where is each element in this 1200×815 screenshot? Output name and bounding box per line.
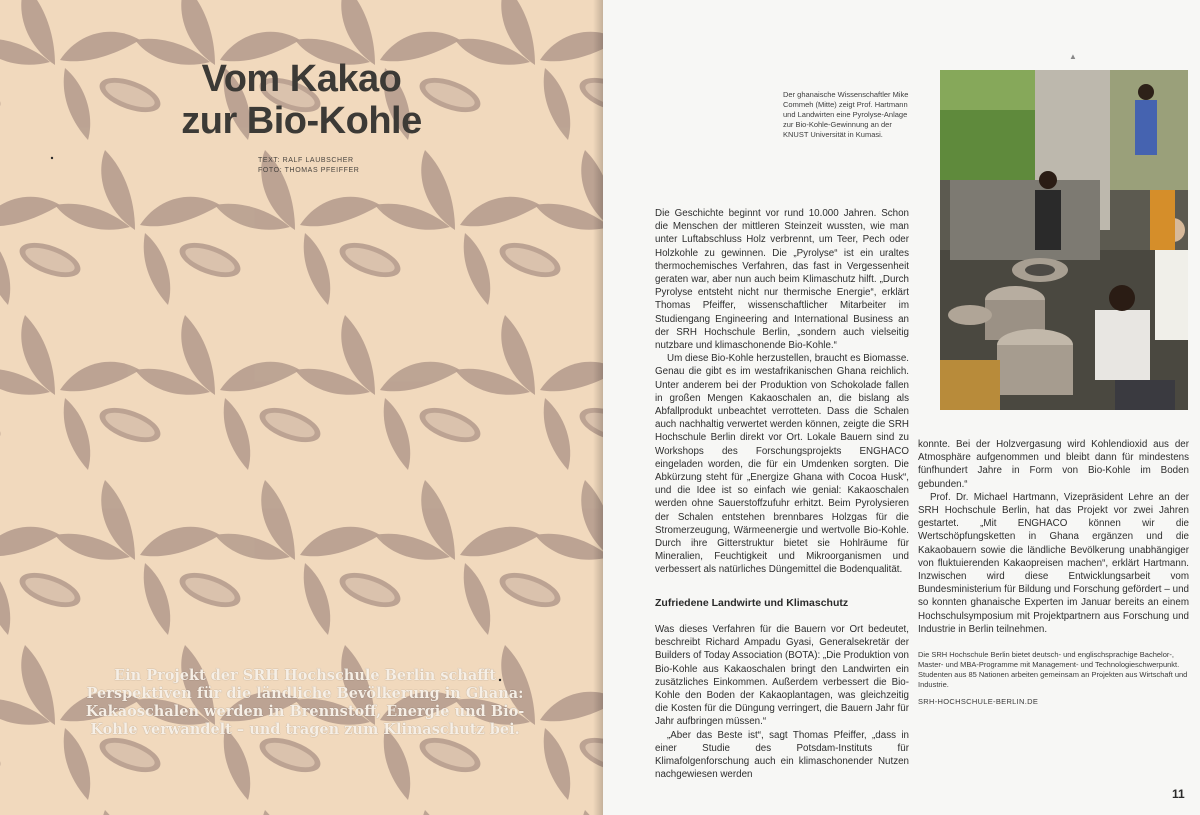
website-url: SRH-HOCHSCHULE-BERLIN.DE xyxy=(918,697,1039,706)
right-page xyxy=(603,0,1200,815)
cocoa-motif xyxy=(55,150,245,305)
credit-photo: FOTO: THOMAS PFEIFFER xyxy=(258,167,360,174)
paragraph: Prof. Dr. Michael Hartmann, Vizepräsident Lehre an der SRH Hochschule Berlin, hat das Projekt vor zwei Jahren gestartet. „Mit ENGHACO können wir die Wertschöpfungsketten in Ghana ergänzen und die Kakaobauern sowie die ländliche Bevölkerung unabhängiger von fluktuierenden Kakaopreisen machen“, erklärt Hartmann. Inzwischen wird diese Entwicklungsarbeit vom Bundesministerium für Bildung und Forschung gefördert – und so konnten ghanaische Experten im Januar bereits an einem Hochschulsymposium mit Projektpartnern aus Forschung und Industrie in Berlin teilnehmen. xyxy=(918,491,1189,635)
body-column-1-lower xyxy=(655,623,909,781)
paragraph: „Aber das Beste ist“, sagt Thomas Pfeiffer, „dass in einer Studie des Potsdam-Instituts für Klimafolgenforschung auch ein klimaschonender Nutzen nachgewiesen werden xyxy=(655,729,909,781)
paragraph: Die Geschichte beginnt vor rund 10.000 Jahren. Schon die Menschen der mittleren Steinzeit wussten, wie man unter Luftabschluss Holz verbrennt, um Teer, Pech oder Holzkohle zu gewinnen. Die „Pyrolyse“ ist ein uraltes thermochemisches Verfahren, das fast in Vergessenheit geraten war, aber nun auch beim Klimaschutz hilft. „Durch Pyrolyse entsteht nicht nur thermische Energie“, erklärt Thomas Pfeiffer, wissenschaftlicher Mitarbeiter im Studiengang Engineering and International Business an der SRH Hochschule Berlin, „sondern auch vielseitig nutzbare und klimaschonende Bio-Kohle.“ xyxy=(655,208,909,352)
cocoa-motif xyxy=(375,480,565,635)
cocoa-motif xyxy=(0,645,5,800)
page-gutter-shadow xyxy=(593,0,603,815)
cocoa-motif xyxy=(55,810,245,815)
credit-text: TEXT: RALF LAUBSCHER xyxy=(258,157,354,164)
subheading: Zufriedene Landwirte und Klimaschutz xyxy=(655,597,849,609)
page-number: 11 xyxy=(1172,787,1185,801)
cocoa-motif xyxy=(375,150,565,305)
cocoa-motif xyxy=(55,480,245,635)
cocoa-motif xyxy=(0,315,5,470)
cocoa-motif xyxy=(375,810,565,815)
photo-caption: Der ghanaische Wissenschaftler Mike Commeh (Mitte) zeigt Prof. Hartmann und Landwirten eine Pyrolyse-Anlage zur Bio-Kohle-Gewinnung an der KNUST Universität in Kumasi. xyxy=(783,90,909,139)
body-column-2 xyxy=(918,438,1189,636)
photo-illustration xyxy=(940,70,1188,410)
paragraph: Um diese Bio-Kohle herzustellen, braucht es Biomasse. Genau die gibt es im westafrikanischen Ghana reichlich. Unter anderem bei der Produktion von Schokolade fallen in großen Mengen Kakaoschalen an, die bislang als Abfallprodukt unbeachtet verrotteten. Dass die Schalen auch nachhaltig verwertet werden können, zeigte die SRH Hochschule Berlin direkt vor Ort. Lokale Bauern sind zu Workshops des Forschungsprojekts ENGHACO eingeladen worden, die für ein Umdenken sorgten. Die Abkürzung steht für „Energize Ghana with Cocoa Husk“, und die Idee ist so einfach wie genial: Kakaoschalen werden ohne Sauerstoffzufuhr erhitzt. Beim Pyrolysieren der Schalen entstehen brennbares Holzgas für die Stromerzeugung, Wärmeenergie und wertvolle Bio-Kohle. Durch ihre Gitterstruktur bietet sie Hohlräume für Mineralien, Feuchtigkeit und Mikroorganismen und verbessert als natürliches Düngemittel die Bodenqualität. xyxy=(655,353,909,576)
paragraph: Was dieses Verfahren für die Bauern vor Ort bedeutet, beschreibt Richard Ampadu Gyasi, Generalsekretär der Builders of Today Association (BOTA): „Die Produktion von Bio-Kohle aus Kakaoschalen bringt den Landwirten ein zusätzliches Einkommen. Außerdem verbessert die Bio-Kohle den Boden der Kakaoplantagen, was gleichzeitig die Kosten für die Düngung verringert, die Bauern Jahr für Jahr aufbringen müssen.“ xyxy=(655,624,909,728)
print-mark: ▲ xyxy=(1069,52,1077,61)
cocoa-motif xyxy=(0,480,85,635)
cocoa-motif xyxy=(215,480,405,635)
cocoa-motif xyxy=(455,315,603,470)
cocoa-motif xyxy=(215,810,405,815)
cocoa-motif xyxy=(0,315,165,470)
lead-paragraph: Ein Projekt der SRH Hochschule Berlin schafft Perspektiven für die ländliche Bevölkerung in Ghana: Kakaoschalen werden in Brennstoff, Energie und Bio-Kohle verwandelt – und tragen zum Klimaschutz bei. xyxy=(85,667,525,738)
title-line-2: zur Bio-Kohle xyxy=(181,100,422,142)
body-column-1 xyxy=(655,207,909,577)
article-title xyxy=(0,58,603,142)
cocoa-motif xyxy=(0,810,85,815)
credits xyxy=(258,156,359,176)
institution-note: Die SRH Hochschule Berlin bietet deutsch- und englischsprachige Bachelor-, Master- und MBA-Programme mit Management- und Technologieschwerpunkt. Studenten aus 85 Nationen arbeiten gemeinsam an Projekten aus Wirtschaft und Industrie. xyxy=(918,650,1188,689)
cocoa-motif xyxy=(135,315,325,470)
article-photo xyxy=(940,70,1188,410)
cocoa-motif xyxy=(295,315,485,470)
paragraph: konnte. Bei der Holzvergasung wird Kohlendioxid aus der Atmosphäre aufgenommen und bleibt dann für mindestens fünfhundert Jahre in Form von Bio-Kohle im Boden gebunden.“ xyxy=(918,439,1189,490)
title-line-1: Vom Kakao xyxy=(201,58,402,100)
cocoa-motif xyxy=(0,150,85,305)
